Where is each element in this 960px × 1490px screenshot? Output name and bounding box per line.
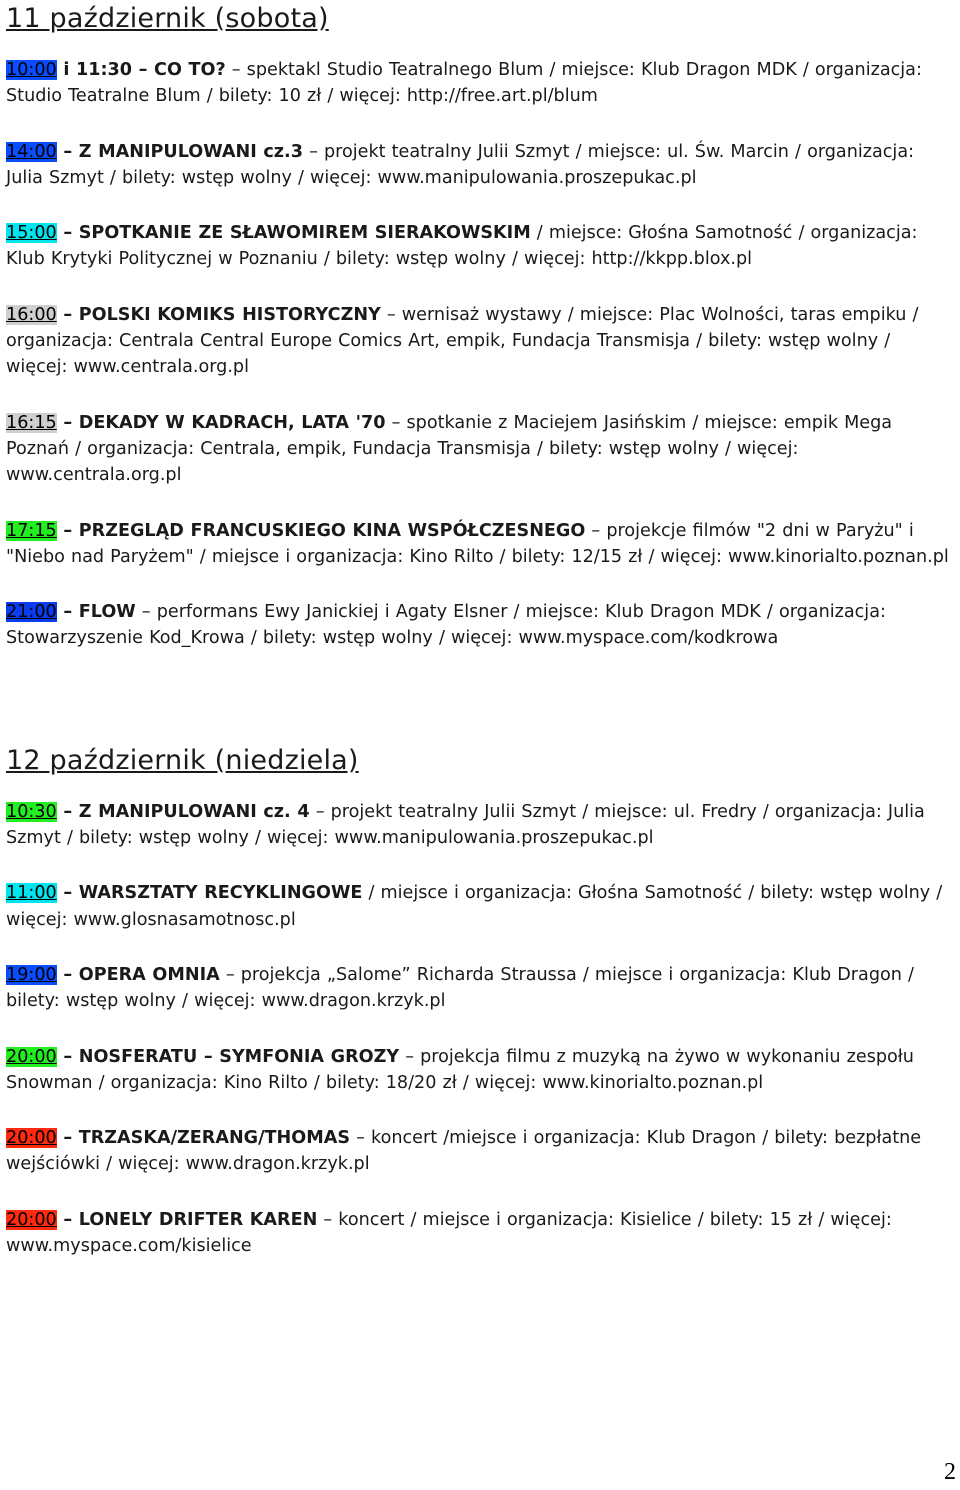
event-entry (6, 1044, 954, 1097)
event-time: 20:00 (6, 1046, 57, 1067)
day-heading-sunday: 12 październik (niedziela) (6, 744, 359, 776)
event-entry (6, 799, 954, 852)
event-title: – POLSKI KOMIKS HISTORYCZNY (56, 304, 381, 325)
event-time: 20:00 (6, 1209, 57, 1230)
event-entry (6, 139, 954, 192)
event-title: – LONELY DRIFTER KAREN (56, 1209, 318, 1230)
event-title: – WARSZTATY RECYKLINGOWE (56, 883, 363, 904)
day-heading-saturday: 11 październik (sobota) (6, 3, 329, 34)
event-details: / miejsce i organizacja: Głośna Samotność / bilety: wstęp wolny / więcej: www.glosnasamotnosc.pl (6, 883, 943, 930)
event-entry (6, 410, 954, 489)
event-entry (6, 518, 954, 571)
event-entry (6, 1125, 954, 1178)
event-time: 10:00 (6, 60, 57, 80)
event-title: – Z MANIPULOWANI cz.3 (56, 141, 303, 162)
event-entry (6, 880, 954, 933)
event-details: – projekcja filmu z muzyką na żywo w wykonaniu zespołu Snowman / organizacja: Kino Rilto / bilety: 18/20 zł / więcej: www.kinorialto.poznan.pl (6, 1046, 914, 1093)
event-title: – Z MANIPULOWANI cz. 4 (56, 801, 310, 822)
event-title: – NOSFERATU – SYMFONIA GROZY (56, 1046, 400, 1067)
sunday-events (6, 799, 954, 1260)
event-entry (6, 962, 954, 1015)
event-details: – projekcja „Salome” Richarda Straussa / miejsce i organizacja: Klub Dragon / bilety: wstęp wolny / więcej: www.dragon.krzyk.pl (6, 964, 914, 1012)
event-time: 21:00 (6, 602, 57, 623)
event-title: – DEKADY W KADRACH, LATA '70 (56, 412, 386, 433)
event-details: / miejsce: Głośna Samotność / organizacja: Klub Krytyki Politycznej w Poznaniu / bilety: wstęp wolny / więcej: http://kkpp.blox.pl (6, 223, 918, 270)
saturday-events (6, 57, 954, 652)
event-title: – SPOTKANIE ZE SŁAWOMIREM SIERAKOWSKIM (56, 223, 531, 244)
document-page (6, 0, 954, 1288)
event-details: – projekt teatralny Julii Szmyt / miejsce: ul. Św. Marcin / organizacja: Julia Szmyt / bilety: wstęp wolny / więcej: www.manipulowania.proszepukac.pl (6, 141, 915, 188)
event-time: 16:15 (6, 412, 57, 433)
event-time: 19:00 (6, 964, 57, 985)
event-time: 16:00 (6, 304, 57, 325)
event-time: 20:00 (6, 1128, 57, 1149)
event-entry (6, 302, 954, 381)
page-number: 2 (944, 1459, 956, 1485)
event-time: 14:00 (6, 141, 57, 162)
event-details: – spotkanie z Maciejem Jasińskim / miejsce: empik Mega Poznań / organizacja: Centrala, empik, Fundacja Transmisja / bilety: wstęp wolny / więcej: www.centrala.org.pl (6, 412, 893, 486)
event-details: – projekt teatralny Julii Szmyt / miejsce: ul. Fredry / organizacja: Julia Szmyt / bilety: wstęp wolny / więcej: www.manipulowania.proszepukac.pl (6, 801, 925, 849)
event-time: 11:00 (6, 883, 57, 904)
event-details: – spektakl Studio Teatralnego Blum / miejsce: Klub Dragon MDK / organizacja: Studio Teatralne Blum / bilety: 10 zł / więcej: http://free.art.pl/blum (6, 60, 922, 107)
event-details: – koncert /miejsce i organizacja: Klub Dragon / bilety: bezpłatne wejściówki / więcej: www.dragon.krzyk.pl (6, 1128, 922, 1175)
event-entry (6, 1207, 954, 1260)
event-entry (6, 599, 954, 652)
event-entry (6, 57, 954, 110)
event-details: – projekcje filmów "2 dni w Paryżu" i "Niebo nad Paryżem" / miejsce i organizacja: Kino Rilto / bilety: 12/15 zł / więcej: www.kinorialto.poznan.pl (6, 520, 949, 567)
event-details: – koncert / miejsce i organizacja: Kisielice / bilety: 15 zł / więcej: www.myspace.com/kisielice (6, 1209, 892, 1257)
event-title: – OPERA OMNIA (56, 964, 220, 985)
event-time: 15:00 (6, 223, 57, 244)
event-title: – PRZEGLĄD FRANCUSKIEGO KINA WSPÓŁCZESNEGO (56, 520, 586, 541)
event-time: 17:15 (6, 520, 57, 541)
event-details: – wernisaż wystawy / miejsce: Plac Wolności, taras empiku / organizacja: Centrala Central Europe Comics Art, empik, Fundacja Transmisja / bilety: wstęp wolny / więcej: www.centrala.org.pl (6, 304, 919, 378)
event-details: – performans Ewy Janickiej i Agaty Elsner / miejsce: Klub Dragon MDK / organizacja: Stowarzyszenie Kod_Krowa / bilety: wstęp wolny / więcej: www.myspace.com/kodkrowa (6, 602, 886, 649)
event-time: 10:30 (6, 801, 57, 822)
event-title: – FLOW (56, 602, 136, 623)
event-title: i 11:30 – CO TO? (56, 60, 226, 80)
event-entry (6, 220, 954, 273)
event-title: – TRZASKA/ZERANG/THOMAS (56, 1128, 351, 1149)
